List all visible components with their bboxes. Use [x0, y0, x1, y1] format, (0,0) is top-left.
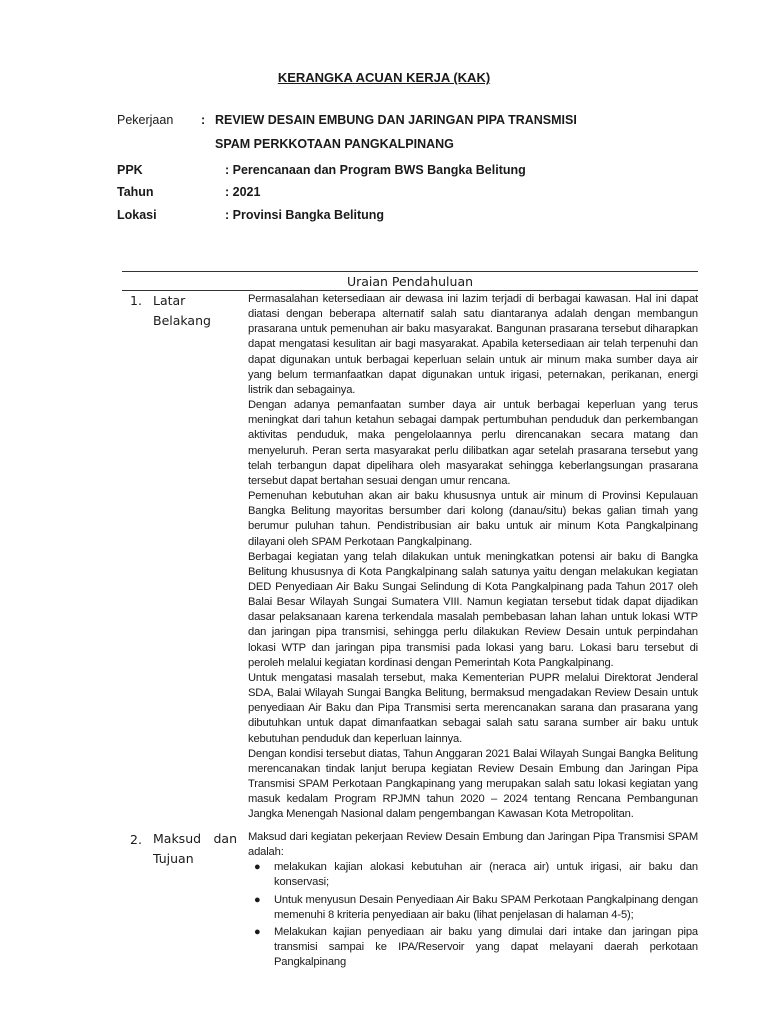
paragraph: Dengan adanya pemanfaatan sumber daya air untuk berbagai keperluan yang terus meningkat dari tahun ketahun sebagai dampak pertumbuhan penduduk dan perkembangan aktivitas penduduk, maka pengelolaannya perlu direncanakan secara matang dan menyeluruh. Peran serta masyarakat perlu dilibatkan agar setelah prasarana tersebut yang telah terbangun dapat dipelihara oleh masyarakat sehingga keberlangsungan prasarana tersebut dapat bertahan sesuai dengan umur rencana. [248, 399, 698, 487]
tahun-label: Tahun [117, 185, 154, 199]
section-number: 1. [130, 293, 142, 308]
section-title-line2: Tujuan [153, 851, 194, 866]
section-body [248, 292, 698, 822]
tahun-value: : 2021 [225, 185, 261, 199]
bullet-icon: ● [254, 861, 261, 874]
ppk-row [117, 163, 526, 177]
list-item [248, 925, 698, 970]
ppk-label: PPK [117, 163, 143, 177]
section-title [153, 829, 237, 869]
paragraph: Berbagai kegiatan yang telah dilakukan untuk meningkatkan potensi air baku di Bangka Belitung khususnya di Kota Pangkalpinang salah satunya yaitu dengan melakukan kegiatan DED Penyediaan Air Baku Sungai Selindung di Kota Pangkalpinang pada Tahun 2017 oleh Balai Besar Wilayah Sungai Sumatera VIII. Namun kegiatan tersebut tidak dapat dijadikan dasar pelaksanaan karena terkendala masalah pembebasan lahan lahan untuk lokasi WTP dan jaringan pipa transmisi, sehingga perlu dilakukan Review Desain untuk perpindahan lokasi WTP dan jaringan pipa transmisi pada lokasi yang baru. Lokasi baru tersebut di peroleh melalui kegiatan kordinasi dengan Pemerintah Kota Pangkalpinang. [248, 550, 698, 669]
paragraph: Dengan kondisi tersebut diatas, Tahun Anggaran 2021 Balai Wilayah Sungai Bangka Belitung merencanakan tindak lanjut berupa kegiatan Review Desain Embung dan Jaringan Pipa Transmisi SPAM Perkotaan Pangkapinang yang merupakan salah satu lokasi kegiatan yang masuk kedalam Program RPJMN tahun 2020 – 2024 tentang Rencana Pembangunan Jangka Menengah Nasional dalam pengembangan Kawasan Kota Metropolitan. [248, 747, 698, 821]
bullet-icon: ● [254, 925, 261, 938]
list-item-text: melakukan kajian alokasi kebutuhan air (neraca air) untuk irigasi, air baku dan konservasi; [274, 861, 698, 889]
page-title: KERANGKA ACUAN KERJA (KAK) [277, 70, 491, 85]
paragraph: Untuk mengatasi masalah tersebut, maka Kementerian PUPR melalui Direktorat Jenderal SDA, Balai Wilayah Sungai Bangka Belitung, bermaksud mengadakan Review Desain untuk penyediaan Air Baku dan Pipa Transmisi serta merencanakan sarana dan prasarana yang dibutuhkan untuk dapat dimanfaatkan sebagai salah satu sarana sumber air baku untuk kebutuhan penduduk dan keperluan lainnya. [248, 671, 698, 745]
paragraph: Permasalahan ketersediaan air dewasa ini lazim terjadi di berbagai kawasan. Hal ini dapat diatasi dengan beberapa alternatif salah satu diantaranya adalah dengan membangun prasarana untuk pemenuhan air baku masyarakat. Bangunan prasarana tersebut diharapkan dapat mengatasi kesulitan air bagi masyarakat. Apabila ketersediaan air telah terpenuhi dan dapat digunakan untuk berbagai keperluan selain untuk air minum maka sumber daya air yang belum termanfaatkan dapat digunakan untuk irigasi, peternakan, perikanan, energi listrik dan sebagainya. [248, 293, 698, 396]
bullet-icon: ● [254, 893, 261, 906]
list-item-text: Untuk menyusun Desain Penyediaan Air Baku SPAM Perkotaan Pangkalpinang dengan memenuhi 8 kriteria penyediaan air baku (lihat penjelasan di halaman 4-5); [274, 893, 698, 921]
table-top-rule [122, 271, 698, 272]
pekerjaan-label: Pekerjaan [117, 113, 174, 127]
list-item [248, 860, 698, 890]
section-body [248, 830, 698, 972]
paragraph: Maksud dari kegiatan pekerjaan Review Desain Embung dan Jaringan Pipa Transmisi SPAM adalah: [248, 831, 698, 859]
pekerjaan-colon: : [201, 113, 206, 127]
section-title-line2: Belakang [153, 313, 211, 328]
list-item [248, 893, 698, 923]
lokasi-row [117, 208, 385, 222]
pekerjaan-value-line1: REVIEW DESAIN EMBUNG DAN JARINGAN PIPA TRANSMISI [215, 113, 577, 127]
paragraph: Pemenuhan kebutuhan akan air baku khususnya untuk air minum di Provinsi Kepulauan Bangka Belitung mayoritas bersumber dari kolong (danau/situ) bekas galian timah yang berumur puluhan tahun. Pendistribusian air baku untuk air minum Kota Pangkalpinang dilayani oleh SPAM Perkotaan Pangkalpinang. [248, 490, 698, 548]
bullet-list [248, 860, 698, 970]
lokasi-label: Lokasi [117, 208, 157, 222]
section-title-line1: Maksud dan [153, 831, 237, 846]
pekerjaan-value-line2: SPAM PERKKOTAAN PANGKALPINANG [215, 137, 454, 151]
list-item-text: Melakukan kajian penyediaan air baku yang dimulai dari intake dan jaringan pipa transmisi sampai ke IPA/Reservoir yang dapat melayani daerah perkotaan Pangkalpinang [274, 925, 698, 969]
lokasi-value: : Provinsi Bangka Belitung [225, 208, 385, 222]
section-title [153, 291, 237, 331]
ppk-value: : Perencanaan dan Program BWS Bangka Belitung [225, 163, 526, 177]
tahun-row [117, 185, 261, 199]
table-heading: Uraian Pendahuluan [346, 274, 474, 289]
pekerjaan-row [117, 113, 577, 127]
section-title-line1: Latar [153, 293, 186, 308]
section-number: 2. [130, 832, 142, 847]
